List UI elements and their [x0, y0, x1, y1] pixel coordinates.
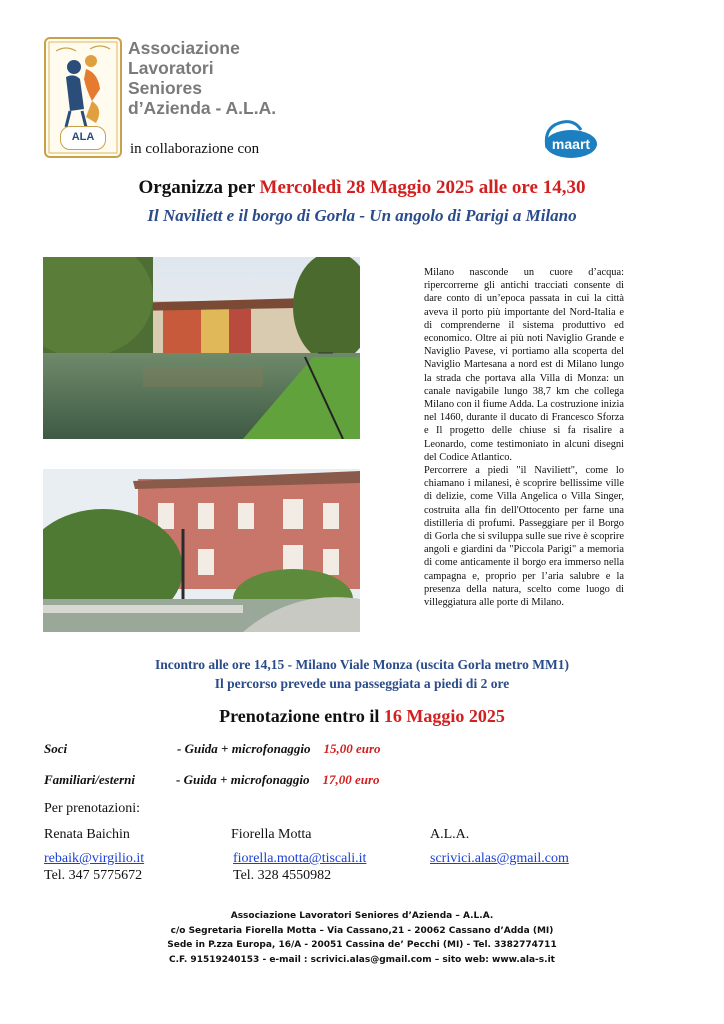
footer-line: c/o Segretaria Fiorella Motta – Via Cassano,21 - 20062 Cassano d’Adda (MI) — [170, 925, 554, 936]
logo-badge: ALA — [60, 126, 106, 150]
event-title — [0, 177, 724, 199]
price-amount: 17,00 euro — [322, 772, 380, 787]
email-link-ala[interactable]: scrivici.alas@gmail.com — [430, 851, 569, 866]
event-title-prefix: Organizza per — [138, 177, 255, 198]
footer-line: Sede in P.zza Europa, 16/A - 20051 Cassina de’ Pecchi (MI) - Tel. 3382774711 — [167, 940, 557, 950]
price-service — [177, 741, 381, 757]
price-category: Soci — [44, 741, 68, 756]
email-link-renata[interactable]: rebaik@virgilio.it — [44, 851, 145, 866]
contact-phone: Tel. 347 5775672 — [44, 868, 143, 883]
canal-photo — [43, 257, 360, 439]
price-amount: 15,00 euro — [323, 741, 381, 756]
maart-logo-text: maart — [551, 136, 591, 152]
price-service-text: - Guida + microfonaggio — [176, 772, 310, 787]
description-paragraph: Percorrere a piedi "il Naviliett", come lo chiamano i milanesi, è scoprire bellissime ville di delizie, come Villa Angelica o Villa Singer, costruita alla fin dell'Ottocento per farne una distilleria di profumi. Passeggiare per il Borgo di Gorla che si sviluppa sulle sue rive è scoprire angoli e giardini da "Piccola Parigi" a memoria di come anticamente il borgo era immerso nella campagna e, proprio per l’aria salubre e la presenza della natura, scelto come luogo di villeggiatura alle porte di Milano. — [424, 465, 624, 609]
maart-logo — [541, 118, 607, 162]
event-date: Mercoledì 28 Maggio 2025 alle ore 14,30 — [259, 177, 586, 198]
footer-line: Associazione Lavoratori Seniores d’Azienda – A.L.A. — [230, 911, 494, 921]
price-category: Familiari/esterni — [44, 772, 136, 787]
org-name-line: d’Azienda - A.L.A. — [128, 98, 277, 118]
booking-deadline: 16 Maggio 2025 — [383, 706, 505, 726]
walk-duration: Il percorso prevede una passeggiata a piedi di 2 ore — [214, 676, 510, 691]
contact-name: A.L.A. — [430, 827, 470, 842]
maart-wave-icon — [541, 118, 607, 162]
ala-logo — [44, 37, 122, 158]
org-name-line: Seniores — [128, 78, 202, 98]
booking-label: Per prenotazioni: — [44, 801, 141, 816]
contact-phone: Tel. 328 4550982 — [233, 868, 332, 883]
email-link-fiorella[interactable]: fiorella.motta@tiscali.it — [233, 851, 367, 866]
booking-title — [0, 706, 724, 727]
price-service — [176, 772, 380, 788]
villa-photo — [43, 469, 360, 632]
price-service-text: - Guida + microfonaggio — [177, 741, 311, 756]
event-subtitle: Il Naviliett e il borgo di Gorla - Un angolo di Parigi a Milano — [147, 206, 577, 225]
meeting-point: Incontro alle ore 14,15 - Milano Viale Monza (uscita Gorla metro MM1) — [155, 657, 569, 672]
footer-line: C.F. 91519240153 - e-mail : scrivici.alas@gmail.com – sito web: www.ala-s.it — [169, 954, 555, 965]
org-name-line: Lavoratori — [128, 58, 214, 78]
collaboration-text: in collaborazione con — [130, 141, 260, 157]
event-description — [424, 266, 624, 609]
org-name — [128, 38, 328, 120]
org-name-line: Associazione — [128, 38, 240, 58]
contact-name: Fiorella Motta — [231, 827, 312, 842]
contact-name: Renata Baichin — [44, 827, 130, 842]
booking-title-prefix: Prenotazione entro il — [219, 706, 380, 726]
footer — [0, 909, 724, 967]
description-paragraph: Milano nasconde un cuore d’acqua: ripercorrerne gli antichi tracciati consente di dare conto di un’epoca passata in cui la città aveva il porto più importante del Nord-Italia e di comprenderne il sistema produttivo ed economico. Oltre ai più noti Naviglio Grande e Naviglio Pavese, vi portiamo alla scoperta del Naviglio Martesana a nord est di Milano lungo la strada che portava alla Villa di Monza: un canale navigabile lungo 38,7 km che collega Milano con il fiume Adda. La costruzione inizia nel 1460, durante il ducato di Francesco Sforza e Il progetto delle chiuse si fa risalire a Leonardo, come testimoniato in alcuni disegni del Codice Atlantico. — [424, 267, 624, 463]
